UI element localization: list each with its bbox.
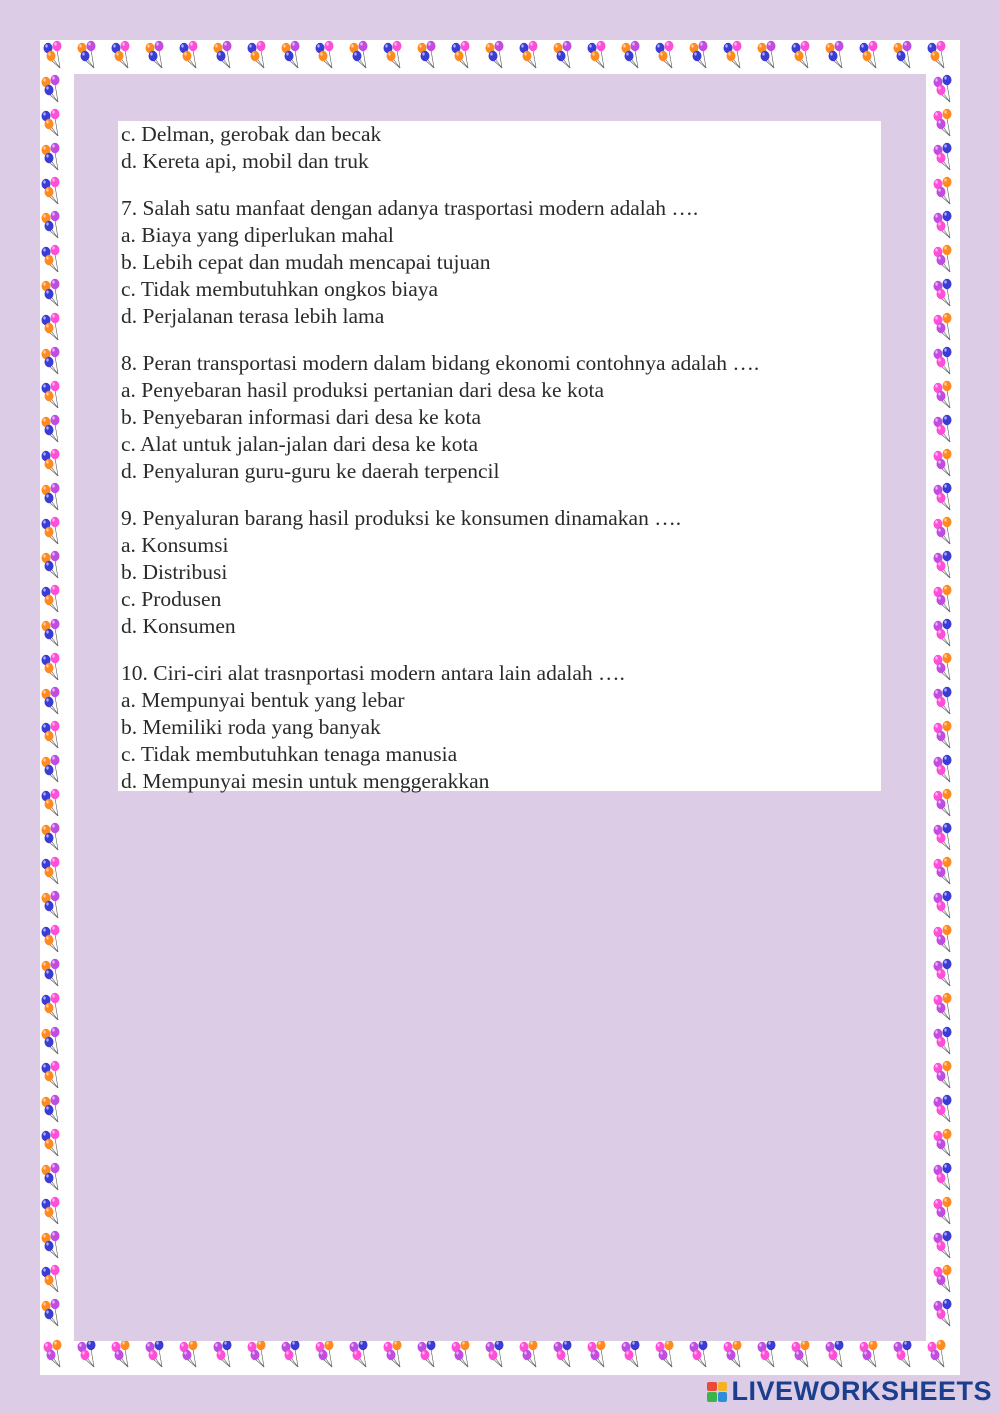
balloon-icon bbox=[350, 41, 368, 68]
balloon-icon bbox=[42, 143, 60, 170]
balloon-icon bbox=[934, 1299, 952, 1326]
balloon-icon bbox=[282, 41, 300, 68]
balloon-icon bbox=[78, 1340, 96, 1367]
balloon-icon bbox=[42, 279, 60, 306]
balloon-icon bbox=[42, 551, 60, 578]
balloon-icon bbox=[928, 1340, 946, 1367]
liveworksheets-footer[interactable] bbox=[707, 1376, 992, 1407]
balloon-icon bbox=[934, 347, 952, 374]
balloon-icon bbox=[934, 1231, 952, 1258]
option-c: c. Produsen bbox=[121, 587, 222, 611]
option-c: c. Tidak membutuhkan tenaga manusia bbox=[121, 742, 458, 766]
block-continuation bbox=[121, 121, 881, 175]
balloon-icon bbox=[934, 449, 952, 476]
balloon-icon bbox=[934, 381, 952, 408]
balloon-icon bbox=[214, 1340, 232, 1367]
option-a: a. Penyebaran hasil produksi pertanian dari desa ke kota bbox=[121, 378, 604, 402]
balloon-icon bbox=[894, 1340, 912, 1367]
balloon-icon bbox=[934, 993, 952, 1020]
balloon-icon bbox=[78, 41, 96, 68]
balloon-icon bbox=[42, 245, 60, 272]
balloon-icon bbox=[42, 1265, 60, 1292]
option-b: b. Penyebaran informasi dari desa ke kota bbox=[121, 405, 481, 429]
balloon-icon bbox=[758, 1340, 776, 1367]
balloon-icon bbox=[316, 1340, 334, 1367]
balloon-icon bbox=[42, 1129, 60, 1156]
balloon-icon bbox=[112, 41, 130, 68]
option-a: a. Biaya yang diperlukan mahal bbox=[121, 223, 394, 247]
balloon-icon bbox=[42, 925, 60, 952]
balloon-icon bbox=[42, 1197, 60, 1224]
balloon-icon bbox=[42, 483, 60, 510]
balloon-icon bbox=[146, 41, 164, 68]
balloon-icon bbox=[934, 1129, 952, 1156]
balloon-icon bbox=[42, 1299, 60, 1326]
balloon-icon bbox=[42, 1231, 60, 1258]
option-d: d. Konsumen bbox=[121, 614, 236, 638]
balloon-icon bbox=[588, 1340, 606, 1367]
option-c: c. Tidak membutuhkan ongkos biaya bbox=[121, 277, 439, 301]
balloon-icon bbox=[42, 1027, 60, 1054]
balloon-icon bbox=[486, 41, 504, 68]
balloon-icon bbox=[934, 891, 952, 918]
balloon-icon bbox=[792, 41, 810, 68]
balloon-icon bbox=[934, 925, 952, 952]
balloon-icon bbox=[656, 1340, 674, 1367]
balloon-icon bbox=[934, 823, 952, 850]
balloon-icon bbox=[146, 1340, 164, 1367]
question-8 bbox=[121, 350, 881, 485]
balloon-icon bbox=[486, 1340, 504, 1367]
balloon-icon bbox=[214, 41, 232, 68]
balloon-icon bbox=[42, 891, 60, 918]
balloon-icon bbox=[934, 1027, 952, 1054]
balloon-icon bbox=[180, 1340, 198, 1367]
worksheet-text bbox=[118, 121, 881, 791]
balloon-icon bbox=[452, 41, 470, 68]
balloon-icon bbox=[180, 41, 198, 68]
balloon-icon bbox=[520, 41, 538, 68]
balloon-icon bbox=[690, 41, 708, 68]
balloon-icon bbox=[928, 41, 946, 68]
balloon-icon bbox=[554, 41, 572, 68]
option-c: c. Delman, gerobak dan becak bbox=[121, 122, 382, 146]
balloon-icon bbox=[42, 1095, 60, 1122]
balloon-icon bbox=[248, 1340, 266, 1367]
balloon-icon bbox=[758, 41, 776, 68]
balloon-icon bbox=[248, 41, 266, 68]
balloon-icon bbox=[934, 1061, 952, 1088]
balloon-icon bbox=[934, 109, 952, 136]
balloon-icon bbox=[934, 211, 952, 238]
balloon-icon bbox=[42, 415, 60, 442]
balloon-icon bbox=[934, 483, 952, 510]
balloon-icon bbox=[934, 1095, 952, 1122]
balloon-icon bbox=[350, 1340, 368, 1367]
question-text: 7. Salah satu manfaat dengan adanya trasportasi modern adalah …. bbox=[121, 196, 699, 220]
balloon-icon bbox=[384, 41, 402, 68]
balloon-icon bbox=[42, 109, 60, 136]
balloon-icon bbox=[934, 721, 952, 748]
balloon-icon bbox=[42, 1061, 60, 1088]
option-d: d. Kereta api, mobil dan truk bbox=[121, 149, 369, 173]
question-9 bbox=[121, 505, 881, 640]
balloon-icon bbox=[42, 381, 60, 408]
balloon-icon bbox=[934, 585, 952, 612]
balloon-icon bbox=[520, 1340, 538, 1367]
balloon-icon bbox=[282, 1340, 300, 1367]
question-text: 10. Ciri-ciri alat trasnportasi modern antara lain adalah …. bbox=[121, 661, 625, 685]
balloon-icon bbox=[42, 823, 60, 850]
balloon-icon bbox=[42, 993, 60, 1020]
balloon-icon bbox=[934, 143, 952, 170]
question-text: 9. Penyaluran barang hasil produksi ke konsumen dinamakan …. bbox=[121, 506, 682, 530]
balloon-icon bbox=[934, 1197, 952, 1224]
balloon-icon bbox=[42, 177, 60, 204]
balloon-icon bbox=[934, 755, 952, 782]
balloon-icon bbox=[934, 959, 952, 986]
balloon-icon bbox=[894, 41, 912, 68]
question-text: 8. Peran transportasi modern dalam bidang ekonomi contohnya adalah …. bbox=[121, 351, 760, 375]
balloon-icon bbox=[42, 517, 60, 544]
balloon-icon bbox=[934, 857, 952, 884]
balloon-icon bbox=[42, 857, 60, 884]
balloon-icon bbox=[452, 1340, 470, 1367]
balloon-icon bbox=[42, 755, 60, 782]
balloon-icon bbox=[656, 41, 674, 68]
balloon-icon bbox=[724, 1340, 742, 1367]
balloon-icon bbox=[826, 1340, 844, 1367]
balloon-icon bbox=[588, 41, 606, 68]
balloon-icon bbox=[934, 415, 952, 442]
balloon-icon bbox=[42, 449, 60, 476]
balloon-icon bbox=[934, 177, 952, 204]
balloon-icon bbox=[860, 41, 878, 68]
balloon-icon bbox=[622, 41, 640, 68]
balloon-icon bbox=[42, 721, 60, 748]
balloon-icon bbox=[42, 313, 60, 340]
balloon-icon bbox=[934, 75, 952, 102]
balloon-icon bbox=[934, 1265, 952, 1292]
balloon-icon bbox=[622, 1340, 640, 1367]
balloon-icon bbox=[42, 619, 60, 646]
balloon-icon bbox=[934, 653, 952, 680]
balloon-icon bbox=[44, 41, 62, 68]
option-d: d. Perjalanan terasa lebih lama bbox=[121, 304, 385, 328]
balloon-icon bbox=[792, 1340, 810, 1367]
question-10 bbox=[121, 660, 881, 795]
balloon-icon bbox=[418, 41, 436, 68]
option-d: d. Penyaluran guru-guru ke daerah terpencil bbox=[121, 459, 500, 483]
balloon-icon bbox=[934, 517, 952, 544]
balloon-icon bbox=[934, 245, 952, 272]
balloon-icon bbox=[44, 1340, 62, 1367]
option-b: b. Distribusi bbox=[121, 560, 228, 584]
balloon-icon bbox=[934, 687, 952, 714]
balloon-icon bbox=[384, 1340, 402, 1367]
balloon-icon bbox=[724, 41, 742, 68]
option-d: d. Mempunyai mesin untuk menggerakkan bbox=[121, 769, 490, 793]
question-7 bbox=[121, 195, 881, 330]
balloon-icon bbox=[112, 1340, 130, 1367]
option-b: b. Lebih cepat dan mudah mencapai tujuan bbox=[121, 250, 491, 274]
balloon-icon bbox=[934, 551, 952, 578]
balloon-icon bbox=[554, 1340, 572, 1367]
balloon-icon bbox=[42, 211, 60, 238]
balloon-icon bbox=[934, 279, 952, 306]
brand-name: LIVEWORKSHEETS bbox=[731, 1376, 992, 1406]
option-a: a. Mempunyai bentuk yang lebar bbox=[121, 688, 405, 712]
balloon-icon bbox=[934, 619, 952, 646]
balloon-icon bbox=[316, 41, 334, 68]
balloon-icon bbox=[934, 789, 952, 816]
balloon-icon bbox=[418, 1340, 436, 1367]
balloon-icon bbox=[934, 1163, 952, 1190]
balloon-icon bbox=[860, 1340, 878, 1367]
balloon-icon bbox=[934, 313, 952, 340]
balloon-icon bbox=[42, 653, 60, 680]
option-c: c. Alat untuk jalan-jalan dari desa ke kota bbox=[121, 432, 479, 456]
balloon-icon bbox=[690, 1340, 708, 1367]
liveworksheets-logo-icon bbox=[707, 1382, 727, 1402]
balloon-icon bbox=[42, 789, 60, 816]
option-a: a. Konsumsi bbox=[121, 533, 229, 557]
balloon-icon bbox=[42, 959, 60, 986]
balloon-icon bbox=[42, 687, 60, 714]
balloon-icon bbox=[42, 585, 60, 612]
option-b: b. Memiliki roda yang banyak bbox=[121, 715, 381, 739]
balloon-icon bbox=[42, 75, 60, 102]
balloon-icon bbox=[826, 41, 844, 68]
balloon-icon bbox=[42, 347, 60, 374]
balloon-icon bbox=[42, 1163, 60, 1190]
